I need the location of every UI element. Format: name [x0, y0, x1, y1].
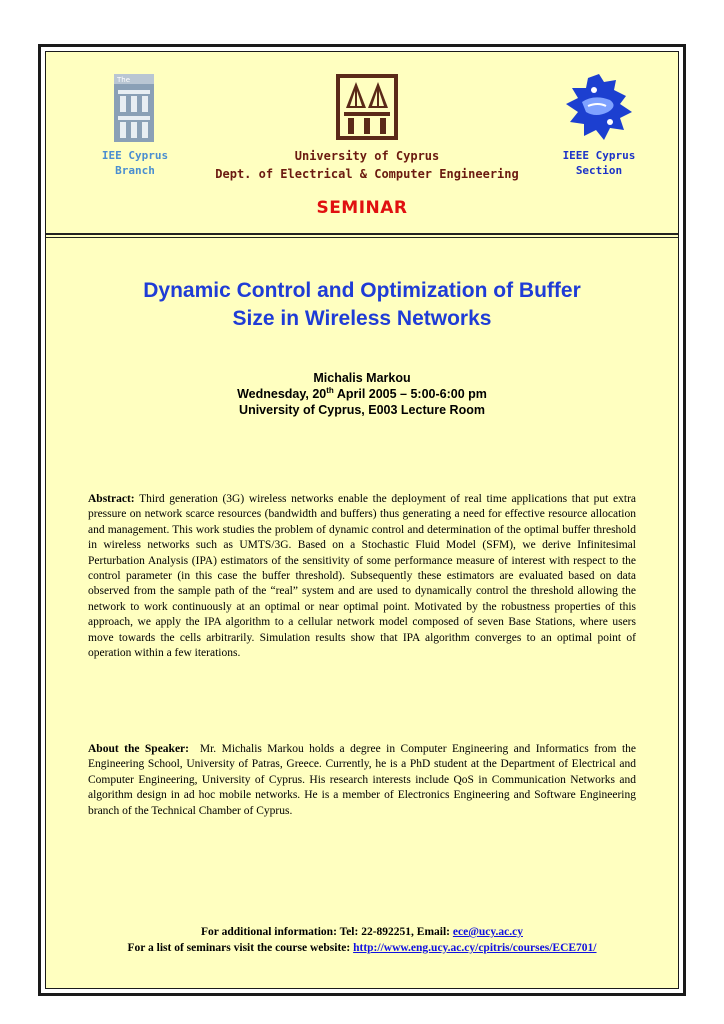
- header-divider-thin: [46, 237, 678, 238]
- university-name: University of Cyprus: [294, 149, 440, 163]
- date-suffix: April 2005 – 5:00-6:00 pm: [333, 387, 487, 401]
- ucy-logo-icon: [336, 74, 398, 140]
- seminar-heading: SEMINAR: [316, 198, 408, 218]
- ieee-cyprus-section-label: [544, 148, 654, 178]
- header-divider-thick: [46, 233, 678, 235]
- seminar-title: [66, 277, 658, 333]
- footer-info-prefix: For additional information: Tel: 22-892251, Email:: [201, 926, 453, 938]
- left-org-line-2: Branch: [115, 164, 155, 177]
- left-org-line-1: IEE Cyprus: [101, 149, 169, 162]
- seminar-date: [66, 386, 658, 402]
- about-speaker-text: Mr. Michalis Markou holds a degree in Computer Engineering and Informatics from the Engineering School, University of Patras, Greece. Currently, he is a PhD student at the Department of Electrical and Computer Engineering, University of Cyprus. His research interests include QoS in Communication Networks and algorithm design in ad hoc mobile networks. He is a member of Electronics Engineering and Software Engineering branch of the Technical Chamber of Cyprus.: [88, 743, 636, 817]
- ieee-cyprus-logo-icon: [564, 72, 634, 142]
- seminar-location: University of Cyprus, E003 Lecture Room: [239, 403, 485, 417]
- date-prefix: Wednesday, 20: [237, 387, 327, 401]
- contact-footer: [46, 924, 678, 956]
- right-org-line-1: IEEE Cyprus: [562, 149, 636, 162]
- iee-logo-icon: [114, 74, 154, 142]
- footer-info-line: [46, 924, 678, 940]
- abstract-label: Abstract:: [88, 493, 135, 505]
- iee-logo-text: The: [117, 76, 131, 84]
- email-link[interactable]: ece@ucy.ac.cy: [452, 926, 523, 938]
- poster-outer-frame: [38, 44, 686, 996]
- iee-cyprus-branch-label: [80, 148, 190, 178]
- title-line-1: Dynamic Control and Optimization of Buffer: [143, 279, 581, 302]
- title-line-2: Size in Wireless Networks: [232, 307, 492, 330]
- speaker-details: [66, 370, 658, 418]
- abstract-text: Third generation (3G) wireless networks enable the deployment of real time applications that put extra pressure on network scarce resources (bandwidth and buffers) thus generating a need for effective resource allocation and management. This work studies the problem of dynamic control and determination of the optimal buffer threshold in wireless networks such as UMTS/3G. Based on a Stochastic Fluid Model (SFM), we derive Infinitesimal Perturbation Analysis (IPA) estimators of the sensitivity of some performance measure of interest with respect to the control parameter (in this case the buffer threshold). Subsequently these estimators are evaluated based on data observed from the sample path of the “real” system and are used to dynamically control the threshold allowing the network to work continuously at an optimal or near optimal point. Motivated by the robustness properties of this approach, we apply the IPA algorithm to a cellular network model composed of seven Base Stations, where users move towards the cells arbitrarily. Simulation results show that IPA algorithm converges to an optimal point of operation within a few iterations.: [88, 493, 636, 660]
- footer-website-line: [46, 940, 678, 956]
- abstract-paragraph: [88, 492, 636, 661]
- about-speaker-label: About the Speaker:: [88, 743, 189, 755]
- speaker-name: Michalis Markou: [313, 371, 411, 385]
- footer-list-prefix: For a list of seminars visit the course website:: [127, 942, 354, 954]
- date-superscript: th: [326, 385, 334, 395]
- right-org-line-2: Section: [575, 164, 623, 177]
- department-name: Dept. of Electrical & Computer Engineering: [215, 167, 519, 181]
- poster-page: [45, 51, 679, 989]
- about-speaker-paragraph: [88, 742, 636, 819]
- university-header: [196, 147, 538, 183]
- course-website-link[interactable]: http://www.eng.ucy.ac.cy/cpitris/courses/ECE701/: [353, 942, 597, 954]
